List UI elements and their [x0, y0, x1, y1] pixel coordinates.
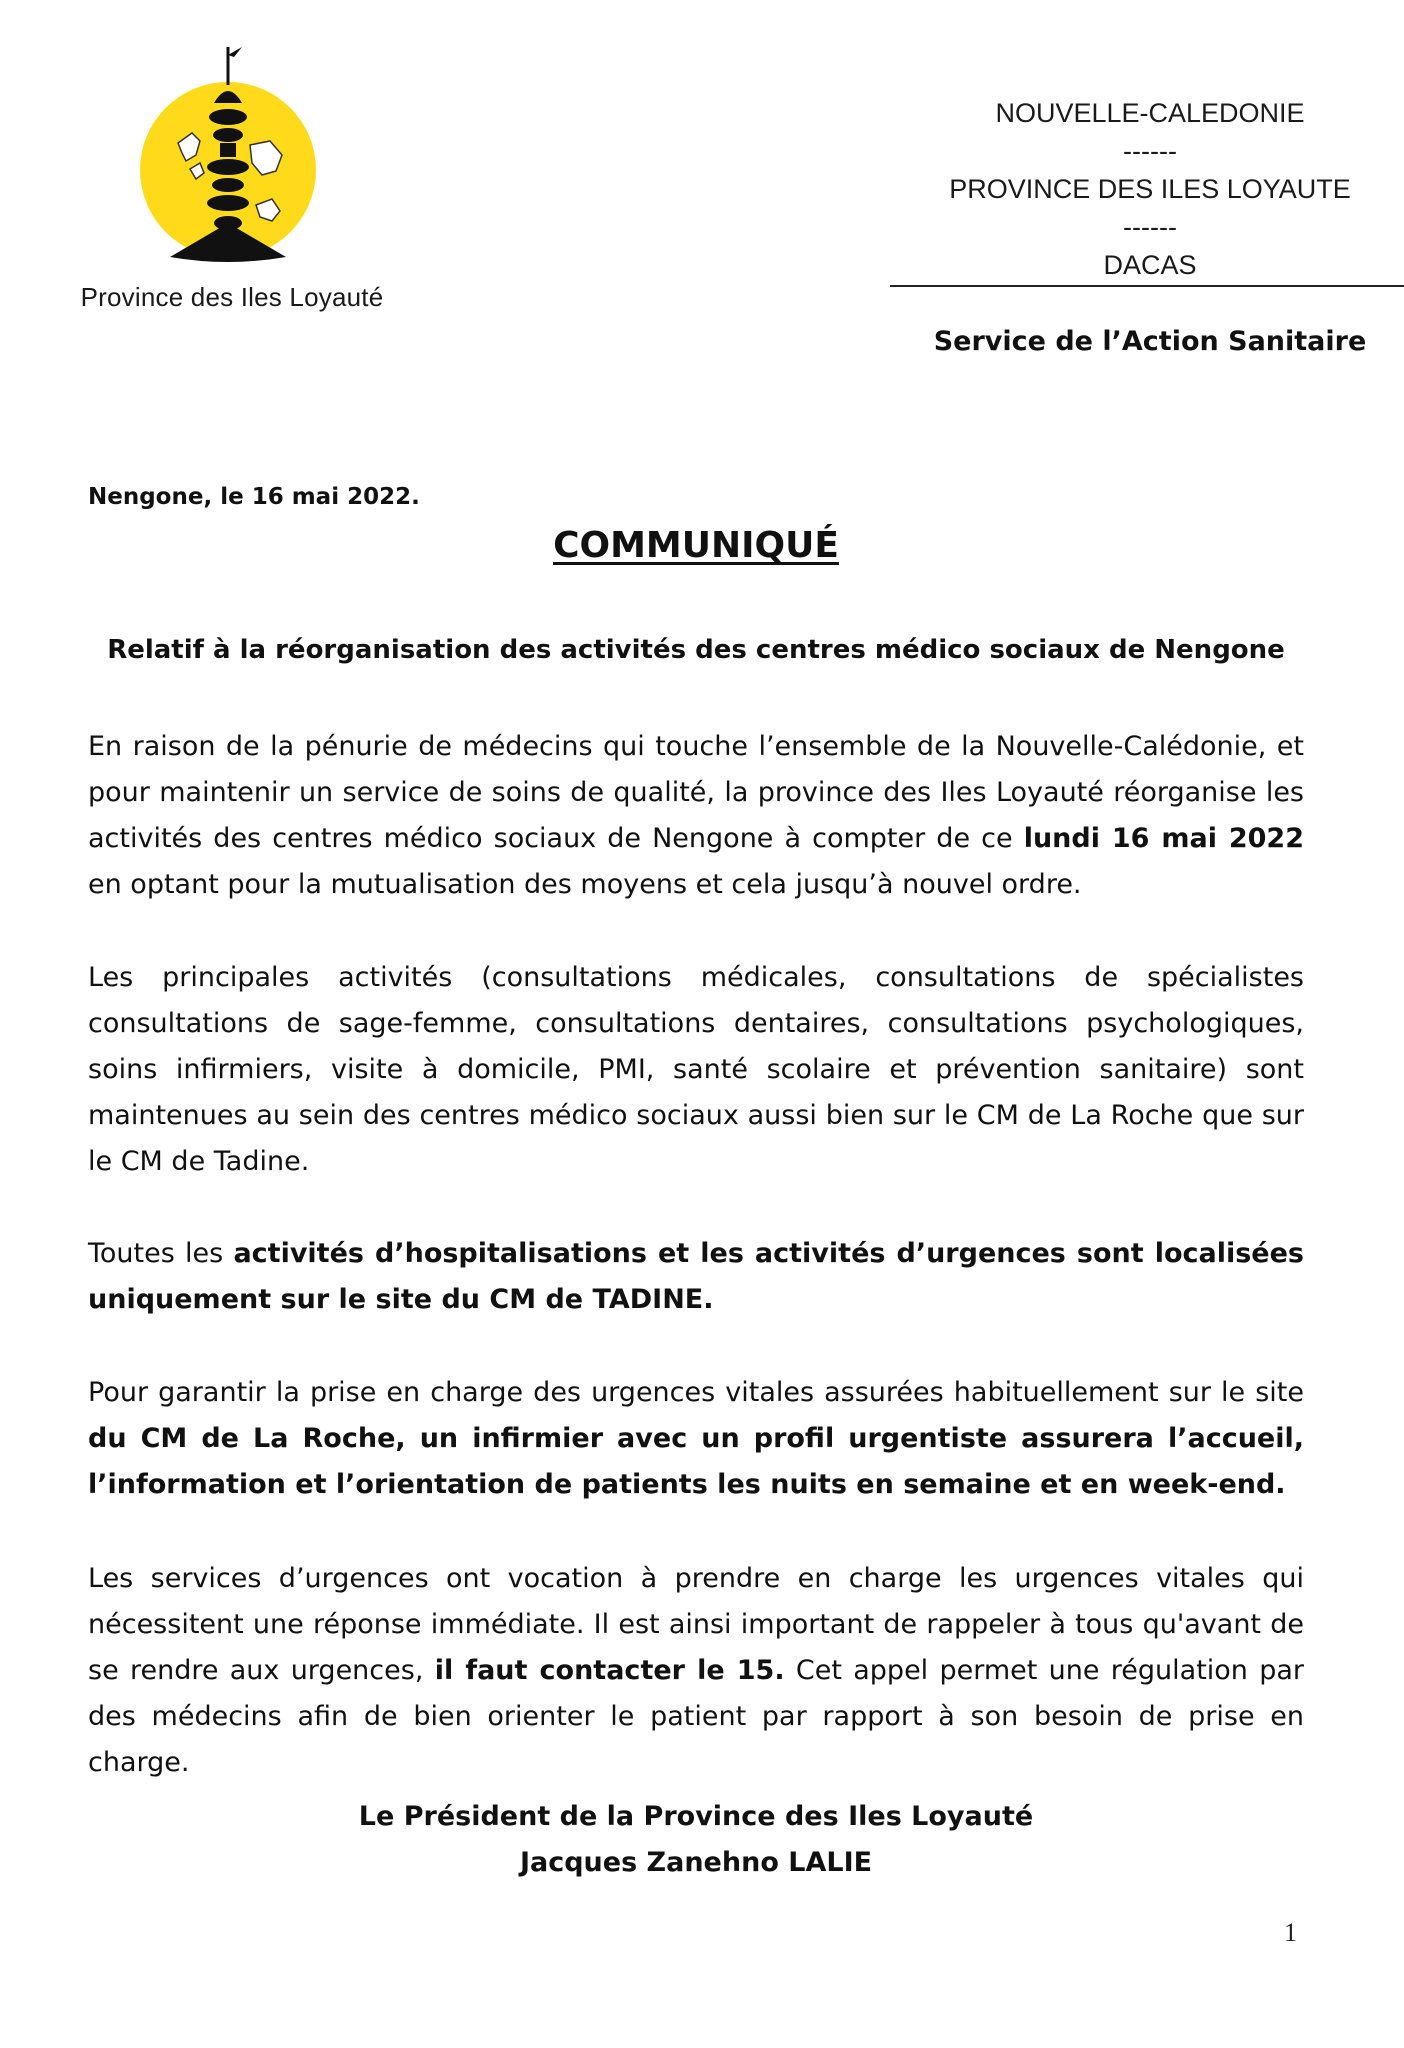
service-name: Service de l’Action Sanitaire: [933, 326, 1367, 357]
document-title: COMMUNIQUÉ: [553, 525, 839, 566]
date-line: Nengone, le 16 mai 2022.: [88, 484, 420, 510]
signature-role: Le Président de la Province des Iles Loyauté: [358, 1801, 1034, 1832]
logo-caption: Province des Iles Loyauté: [80, 282, 384, 312]
paragraph-1-text: En raison de la pénurie de médecins qui touche l’ensemble de la Nouvelle-Calédonie, et pour maintenir un service de soins de qualité, la province des Iles Loyauté réorganise les activités des centres médico sociaux de Nengone à compter de ce: [88, 731, 1304, 854]
paragraph-4-text: Pour garantir la prise en charge des urgences vitales assurées habituellement sur le site: [88, 1377, 1304, 1408]
page-number: 1: [1284, 1918, 1297, 1947]
paragraph-5-text-end: Cet appel permet une régulation par des médecins afin de bien orienter le patient par rapport à son besoin de prise en charge.: [88, 1655, 1305, 1778]
paragraph-1-text-end: en optant pour la mutualisation des moyens et cela jusqu’à nouvel ordre.: [88, 869, 1082, 900]
institution-header: [890, 94, 1404, 284]
paragraph-5-text: Les services d’urgences ont vocation à prendre en charge les urgences vitales qui nécessitent une réponse immédiate. Il est ainsi important de rappeler à tous qu'avant de se rendre aux urgences,: [88, 1563, 1304, 1686]
paragraph-4-emphasis: du CM de La Roche, un infirmier avec un profil urgentiste assurera l’accueil, l’information et l’orientation de patients les nuits en semaine et en week-end.: [88, 1423, 1304, 1500]
paragraph-3-emphasis: activités d’hospitalisations et les activités d’urgences sont localisées uniquement sur le site du CM de TADINE.: [88, 1238, 1304, 1315]
header-department: DACAS: [1103, 250, 1197, 280]
header-province: PROVINCE DES ILES LOYAUTE: [949, 174, 1351, 204]
paragraph-4: [88, 1370, 1304, 1508]
paragraph-3: [88, 1231, 1304, 1323]
paragraph-5-emphasis: il faut contacter le 15.: [434, 1655, 785, 1686]
header-country: NOUVELLE-CALEDONIE: [995, 98, 1305, 128]
paragraph-5: [88, 1556, 1304, 1786]
signature-name: Jacques Zanehno LALIE: [519, 1847, 873, 1878]
paragraph-1: [88, 724, 1304, 908]
signature-block: [0, 1794, 1392, 1886]
paragraph-1-emphasis: lundi 16 mai 2022: [1023, 823, 1304, 854]
header-divider: [890, 285, 1404, 287]
header-separator: ------: [1123, 136, 1177, 166]
paragraph-2: Les principales activités (consultations médicales, consultations de spécialistes consultations de sage-femme, consultations dentaires, consultations psychologiques, soins infirmiers, visite à domicile, PMI, santé scolaire et prévention sanitaire) sont maintenues au sein des centres médico sociaux aussi bien sur le CM de La Roche que sur le CM de Tadine.: [88, 962, 1304, 1177]
province-logo-icon: [138, 45, 318, 265]
header-separator: ------: [1123, 212, 1177, 242]
paragraph-3-text: Toutes les: [88, 1238, 234, 1269]
document-subtitle: Relatif à la réorganisation des activités des centres médico sociaux de Nengone: [107, 635, 1285, 665]
